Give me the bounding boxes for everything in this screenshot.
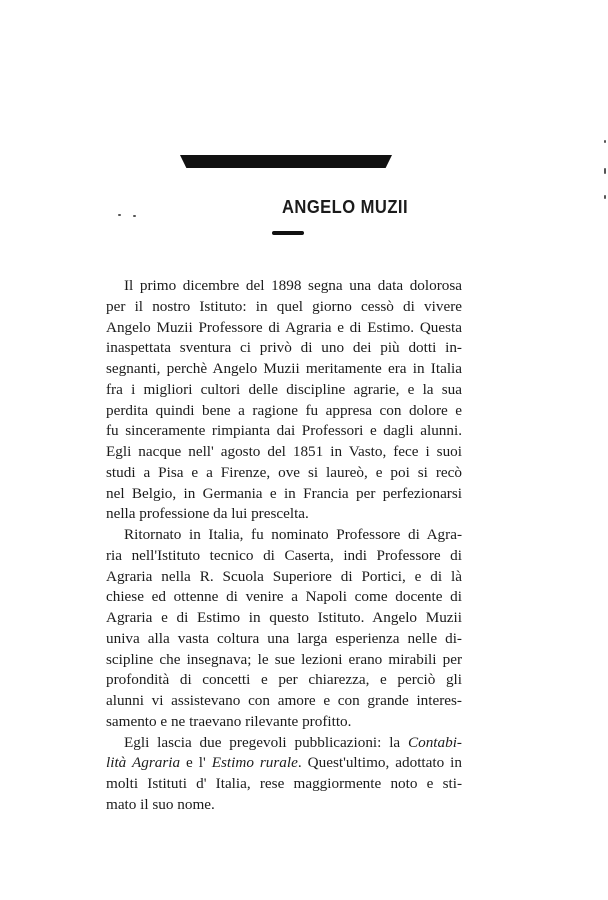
text-line: fu sinceramente rimpianta dai Professori e dagli alunni. <box>106 422 462 440</box>
text-line: scipline che insegnava; le sue lezioni erano mirabili per <box>106 650 462 668</box>
book-title-estimo: Estimo rurale <box>211 754 298 772</box>
text-line <box>106 733 462 754</box>
title-underline-rule <box>272 231 304 235</box>
text-line: fra i migliori cultori delle discipline agrarie, e la sua <box>106 380 462 398</box>
text-line: per il nostro Istituto: in quel giorno cessò di vivere <box>106 297 462 315</box>
text-line: alunni vi assistevano con amore e con grande interes- <box>106 692 462 709</box>
print-speck <box>604 168 606 174</box>
print-speck <box>604 195 606 199</box>
text-run: Egli lascia due pregevoli pubblicazioni: la <box>124 733 408 751</box>
paragraph-2 <box>106 525 462 733</box>
text-line: Agraria e di Estimo in questo Istituto. Angelo Muzii <box>106 609 462 626</box>
text-line: nel Belgio, in Germania e in Francia per perfezionarsi <box>106 484 462 502</box>
top-ornamental-rule <box>180 155 392 168</box>
print-speck <box>604 140 606 143</box>
text-run: e l' <box>180 754 212 772</box>
text-line: univa alla vasta coltura una larga esperienza nelle di- <box>106 629 462 647</box>
text-line: mato il suo nome. <box>106 795 215 813</box>
text-line: Egli nacque nell' agosto del 1851 in Vasto, fece i suoi <box>106 443 462 460</box>
paragraph-3 <box>106 733 462 816</box>
body-text <box>106 276 462 816</box>
paragraph-1 <box>106 276 462 525</box>
text-line: Agraria nella R. Scuola Superiore di Portici, e di là <box>106 567 462 585</box>
text-line: ria nell'Istituto tecnico di Caserta, indi Professore di <box>106 546 462 564</box>
text-line <box>106 753 462 774</box>
text-line: segnanti, perchè Angelo Muzii meritamente era in Italia <box>106 360 462 377</box>
text-line: inaspettata sventura ci privò di uno dei più dotti in- <box>106 339 462 357</box>
text-line: molti Istituti d' Italia, rese maggiormente noto e sti- <box>106 775 462 792</box>
book-title-contabilita-cont: lità Agraria <box>106 754 181 772</box>
book-title-contabilita: Contabi- <box>407 733 462 751</box>
text-line: chiese ed ottenne di venire a Napoli come docente di <box>106 588 462 606</box>
text-line: studi a Pisa e a Firenze, ove si laureò, e poi si recò <box>106 463 462 481</box>
text-run: . Quest'ultimo, adottato in <box>297 754 462 772</box>
text-line: Ritornato in Italia, fu nominato Professore di Agra- <box>124 526 462 543</box>
text-line: nella professione da lui prescelta. <box>106 505 309 523</box>
text-line: profondità di concetti e per chiarezza, e perciò gli <box>106 671 462 689</box>
page-title: ANGELO MUZII <box>281 197 409 217</box>
text-line: Angelo Muzii Professore di Agraria e di Estimo. Questa <box>106 318 462 336</box>
text-line: samento e ne traevano rilevante profitto. <box>106 712 352 730</box>
text-line: perdita quindi bene a ragione fu appresa con dolore e <box>106 401 462 419</box>
text-line: Il primo dicembre del 1898 segna una data dolorosa <box>124 277 462 294</box>
